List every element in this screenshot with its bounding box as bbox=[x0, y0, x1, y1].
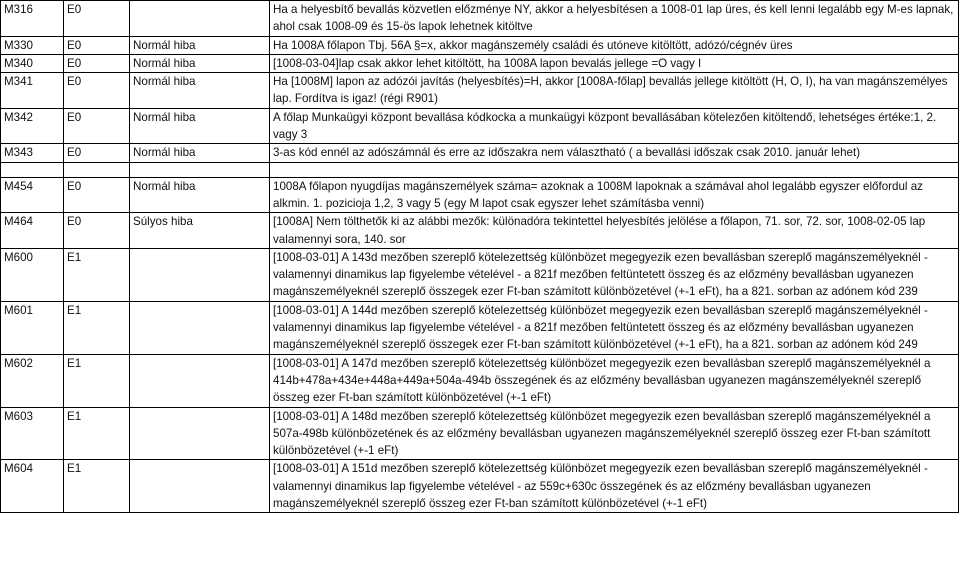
rule-type: Normál hiba bbox=[130, 177, 270, 213]
rule-description: [1008-03-01] A 151d mezőben szereplő kötelezettség különbözet megegyezik ezen bevallásban szereplő magánszemélyeknél - valamennyi dinamikus lap figyelembe vételével - az 559c+630c összegének és az előzmény bevallásban ugyanezen magánszemélyeknél szereplő összeg ezer Ft-ban számított különbözetével (+-1 eFt) bbox=[270, 460, 959, 513]
rule-level: E0 bbox=[64, 73, 130, 109]
rule-code: M340 bbox=[1, 54, 64, 72]
rule-description: [1008-03-01] A 144d mezőben szereplő kötelezettség különbözet megegyezik ezen bevallásban szereplő magánszemélyeknél - valamennyi dinamikus lap figyelembe vételével - a 821f mezőben feltüntetett összeg és az előzmény bevallásban ugyanezen magánszemélyeknél szereplő összegek ezer Ft-ban számított különbözetével (+-1 eFt), ha a 821. sorban az adónem kód 249 bbox=[270, 301, 959, 354]
rule-type bbox=[130, 460, 270, 513]
rule-level: E1 bbox=[64, 301, 130, 354]
rule-description: Ha a helyesbítő bevallás közvetlen előzménye NY, akkor a helyesbítésen a 1008-01 lap üres, és kell lenni legalább egy M-es lapnak, ahol csak 1008-09 és 15-ös lapok lehetnek kitöltve bbox=[270, 1, 959, 37]
rule-code: M604 bbox=[1, 460, 64, 513]
rule-type: Normál hiba bbox=[130, 144, 270, 162]
table-row bbox=[1, 36, 959, 54]
table-row bbox=[1, 248, 959, 301]
rule-level: E0 bbox=[64, 1, 130, 37]
rule-level: E1 bbox=[64, 354, 130, 407]
rule-description: 1008A főlapon nyugdíjas magánszemélyek száma= azoknak a 1008M lapoknak a számával ahol legalább egyszer előfordul az alkmin. 1. pozicioja 1,2, 3 vagy 5 (egy M lapot csak egyszer lehet számításba venni) bbox=[270, 177, 959, 213]
rule-code: M330 bbox=[1, 36, 64, 54]
rule-type: Normál hiba bbox=[130, 73, 270, 109]
rule-code: M601 bbox=[1, 301, 64, 354]
spacer-cell bbox=[1, 162, 64, 177]
rule-code: M454 bbox=[1, 177, 64, 213]
spacer-cell bbox=[130, 162, 270, 177]
rule-level: E0 bbox=[64, 177, 130, 213]
rule-level: E0 bbox=[64, 213, 130, 249]
rule-type bbox=[130, 248, 270, 301]
rule-type bbox=[130, 301, 270, 354]
rule-type bbox=[130, 407, 270, 460]
rule-code: M464 bbox=[1, 213, 64, 249]
table-row bbox=[1, 144, 959, 162]
rule-description: [1008-03-01] A 147d mezőben szereplő kötelezettség különbözet megegyezik ezen bevallásban szereplő magánszemélyeknél a 414b+478a+434e+448a+449a+504a-494b összegének és az előzmény bevallásban ugyanezen magánszemélyeknél szereplő összeg ezer Ft-ban számított különbözetével (+-1 eFt) bbox=[270, 354, 959, 407]
rule-type bbox=[130, 1, 270, 37]
rule-description: [1008-03-01] A 148d mezőben szereplő kötelezettség különbözet megegyezik ezen bevallásban szereplő magánszemélyeknél a 507a-498b különbözetének és az előzmény bevallásban ugyanezen magánszemélyeknél szereplő összeg ezer Ft-ban számított különbözetével (+-1 eFt) bbox=[270, 407, 959, 460]
rule-description: 3-as kód ennél az adószámnál és erre az időszakra nem választható ( a bevallási időszak csak 2010. január lehet) bbox=[270, 144, 959, 162]
table-row bbox=[1, 301, 959, 354]
rule-description: Ha [1008M] lapon az adózói javítás (helyesbítés)=H, akkor [1008A-főlap] bevallás jellege kitöltött (H, O, I), ha van magánszemélyes lap. Fordítva is igaz! (régi R901) bbox=[270, 73, 959, 109]
rule-level: E0 bbox=[64, 108, 130, 144]
rule-type: Normál hiba bbox=[130, 54, 270, 72]
rule-code: M602 bbox=[1, 354, 64, 407]
rule-level: E0 bbox=[64, 36, 130, 54]
spacer-cell bbox=[64, 162, 130, 177]
table-row bbox=[1, 1, 959, 37]
rule-level: E0 bbox=[64, 144, 130, 162]
rule-level: E0 bbox=[64, 54, 130, 72]
rule-code: M341 bbox=[1, 73, 64, 109]
table-row bbox=[1, 407, 959, 460]
rule-description: A főlap Munkaügyi központ bevallása kódkocka a munkaügyi központ bevallásában kötelezően kitöltendő, lehetséges értéke:1, 2. vagy 3 bbox=[270, 108, 959, 144]
rule-description: [1008-03-04]lap csak akkor lehet kitöltött, ha 1008A lapon bevalás jellege =O vagy I bbox=[270, 54, 959, 72]
rule-code: M342 bbox=[1, 108, 64, 144]
rule-description: [1008A] Nem tölthetők ki az alábbi mezők: különadóra tekintettel helyesbítés jelölése a főlapon, 71. sor, 72. sor, 1008-02-05 lap valamennyi sora, 140. sor bbox=[270, 213, 959, 249]
rule-description: Ha 1008A főlapon Tbj. 56A §=x, akkor magánszemély családi és utóneve kitöltött, adózó/cégnév üres bbox=[270, 36, 959, 54]
rule-code: M603 bbox=[1, 407, 64, 460]
rule-code: M600 bbox=[1, 248, 64, 301]
rule-level: E1 bbox=[64, 248, 130, 301]
table-row bbox=[1, 354, 959, 407]
table-row bbox=[1, 108, 959, 144]
rule-code: M343 bbox=[1, 144, 64, 162]
rule-type: Normál hiba bbox=[130, 36, 270, 54]
rule-level: E1 bbox=[64, 407, 130, 460]
rule-type bbox=[130, 354, 270, 407]
table-row bbox=[1, 177, 959, 213]
rule-type: Súlyos hiba bbox=[130, 213, 270, 249]
table-row bbox=[1, 54, 959, 72]
table-row bbox=[1, 460, 959, 513]
spacer-row bbox=[1, 162, 959, 177]
table-row bbox=[1, 73, 959, 109]
table-row bbox=[1, 213, 959, 249]
rule-level: E1 bbox=[64, 460, 130, 513]
rule-description: [1008-03-01] A 143d mezőben szereplő kötelezettség különbözet megegyezik ezen bevallásban szereplő magánszemélyeknél - valamennyi dinamikus lap figyelembe vételével - a 821f mezőben feltüntetett összeg és az előzmény bevallásban ugyanezen magánszemélyeknél szereplő összegek ezer Ft-ban számított különbözetével (+-1 eFt), ha a 821. sorban az adónem kód 239 bbox=[270, 248, 959, 301]
rule-type: Normál hiba bbox=[130, 108, 270, 144]
rule-code: M316 bbox=[1, 1, 64, 37]
spacer-cell bbox=[270, 162, 959, 177]
